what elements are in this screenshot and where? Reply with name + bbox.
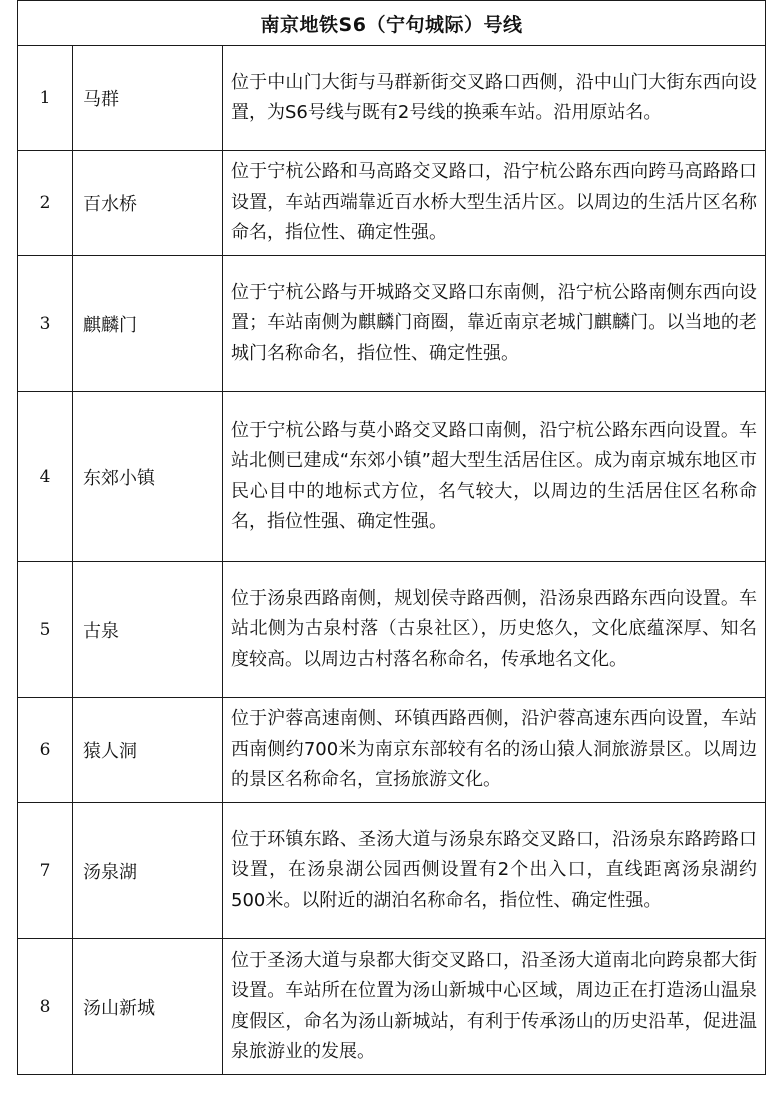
station-number: 3 <box>18 256 73 392</box>
table-row <box>18 562 766 698</box>
station-name: 古泉 <box>73 562 223 698</box>
station-name: 马群 <box>73 46 223 151</box>
station-name: 汤山新城 <box>73 939 223 1075</box>
table-title-row <box>18 1 766 46</box>
table-row <box>18 151 766 256</box>
table-row <box>18 256 766 392</box>
station-description: 位于宁杭公路和马高路交叉路口，沿宁杭公路东西向跨马高路路口设置，车站西端靠近百水桥大型生活片区。以周边的生活片区名称命名，指位性、确定性强。 <box>223 151 766 256</box>
station-name: 汤泉湖 <box>73 803 223 939</box>
station-description: 位于中山门大街与马群新街交叉路口西侧，沿中山门大街东西向设置，为S6号线与既有2号线的换乘车站。沿用原站名。 <box>223 46 766 151</box>
station-number: 6 <box>18 698 73 803</box>
station-number: 5 <box>18 562 73 698</box>
table-row <box>18 392 766 562</box>
station-name: 东郊小镇 <box>73 392 223 562</box>
station-number: 1 <box>18 46 73 151</box>
station-number: 8 <box>18 939 73 1075</box>
station-number: 2 <box>18 151 73 256</box>
table-row <box>18 803 766 939</box>
table-row <box>18 46 766 151</box>
station-description: 位于宁杭公路与莫小路交叉路口南侧，沿宁杭公路东西向设置。车站北侧已建成“东郊小镇”超大型生活居住区。成为南京城东地区市民心目中的地标式方位，名气较大，以周边的生活居住区名称命名，指位性强、确定性强。 <box>223 392 766 562</box>
station-name: 猿人洞 <box>73 698 223 803</box>
station-description: 位于汤泉西路南侧，规划侯寺路西侧，沿汤泉西路东西向设置。车站北侧为古泉村落（古泉社区），历史悠久，文化底蕴深厚、知名度较高。以周边古村落名称命名，传承地名文化。 <box>223 562 766 698</box>
station-name: 麒麟门 <box>73 256 223 392</box>
station-description: 位于沪蓉高速南侧、环镇西路西侧，沿沪蓉高速东西向设置，车站西南侧约700米为南京东部较有名的汤山猿人洞旅游景区。以周边的景区名称命名，宣扬旅游文化。 <box>223 698 766 803</box>
table-row <box>18 939 766 1075</box>
station-name: 百水桥 <box>73 151 223 256</box>
station-number: 4 <box>18 392 73 562</box>
table-title: 南京地铁S6（宁句城际）号线 <box>18 1 766 46</box>
station-description: 位于宁杭公路与开城路交叉路口东南侧，沿宁杭公路南侧东西向设置；车站南侧为麒麟门商圈，靠近南京老城门麒麟门。以当地的老城门名称命名，指位性、确定性强。 <box>223 256 766 392</box>
station-description: 位于圣汤大道与泉都大街交叉路口，沿圣汤大道南北向跨泉都大街设置。车站所在位置为汤山新城中心区域，周边正在打造汤山温泉度假区，命名为汤山新城站，有利于传承汤山的历史沿革，促进温泉旅游业的发展。 <box>223 939 766 1075</box>
table-row <box>18 698 766 803</box>
stations-table <box>17 0 766 1075</box>
station-description: 位于环镇东路、圣汤大道与汤泉东路交叉路口，沿汤泉东路跨路口设置，在汤泉湖公园西侧设置有2个出入口，直线距离汤泉湖约500米。以附近的湖泊名称命名，指位性、确定性强。 <box>223 803 766 939</box>
station-number: 7 <box>18 803 73 939</box>
